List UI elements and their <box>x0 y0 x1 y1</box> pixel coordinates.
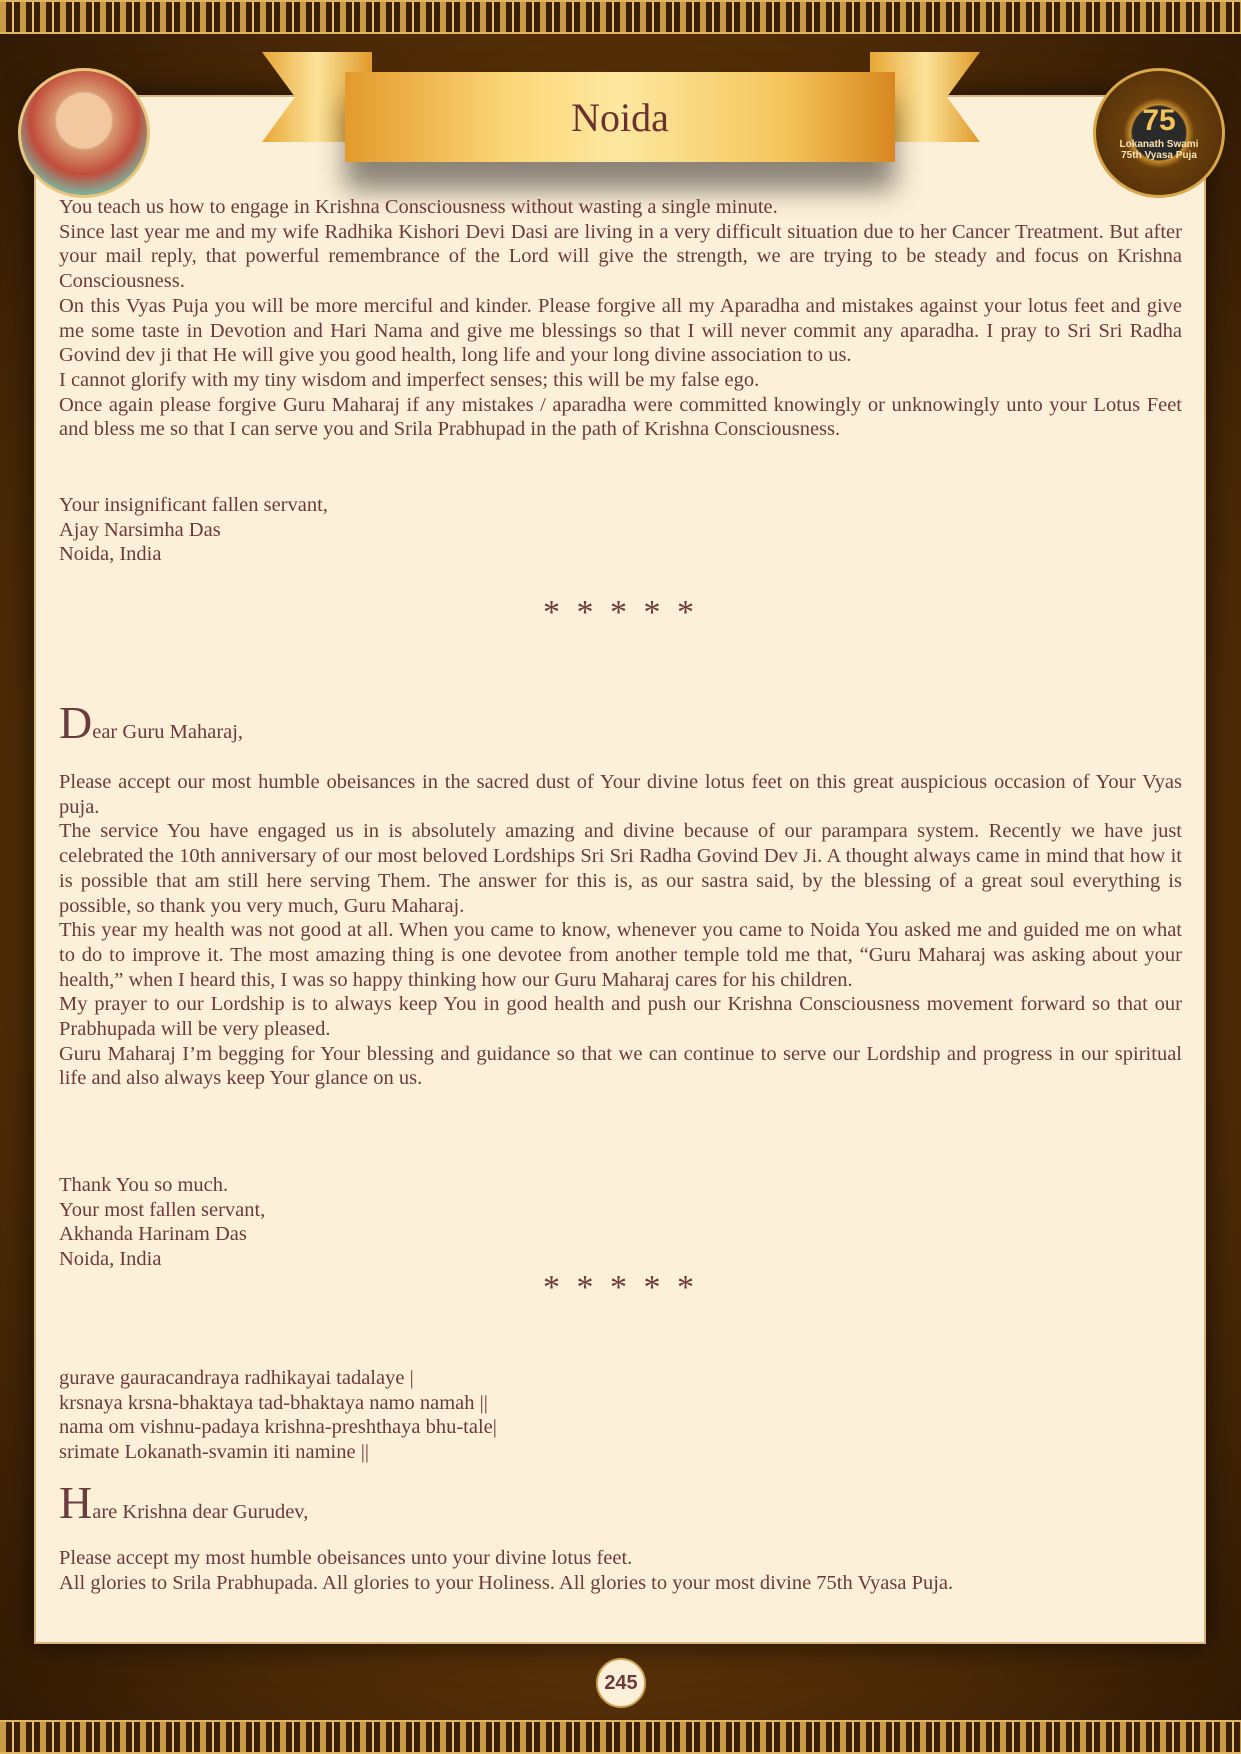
signature-line: Your insignificant fallen servant, <box>59 494 328 516</box>
vyasa-puja-75-badge <box>1093 68 1225 198</box>
paragraph: Once again please forgive Guru Maharaj if any mistakes / aparadha were committed knowingly or unknowingly unto your Lotus Feet and bless me so that I can serve you and Srila Prabhupad in the path of Krishna Consciousness. <box>59 393 1182 441</box>
paragraph: All glories to Srila Prabhupada. All glories to your Holiness. All glories to your most divine 75th Vyasa Puja. <box>59 1571 954 1594</box>
paragraph: Please accept my most humble obeisances unto your divine lotus feet. <box>59 1547 633 1569</box>
letter-1-signature <box>59 493 1182 567</box>
badge-text: Lokanath Swami 75th Vyasa Puja <box>1119 139 1199 161</box>
letter-2-body <box>59 770 1182 1091</box>
salutation: are Krishna dear Gurudev, <box>92 1501 309 1523</box>
letter-2-signature <box>59 1173 1182 1272</box>
verse-line: krsnaya krsna-bhaktaya tad-bhaktaya namo namah || <box>59 1391 488 1414</box>
paragraph: The service You have engaged us in is absolutely amazing and divine because of our parampara system. Recently we have just celebrated the 10th anniversary of our most beloved Lordships Sri Sri Radha Govind Dev Ji. A thought always came in mind that how it is possible that am still here serving Them. The answer for this is, as our sastra said, by the blessing of a great soul everything is possible, so thank you very much, Guru Maharaj. <box>59 820 1182 917</box>
signature-name: Akhanda Harinam Das <box>59 1223 247 1246</box>
drop-cap: H <box>59 1477 93 1528</box>
salutation: ear Guru Maharaj, <box>92 721 244 743</box>
paragraph: My prayer to our Lordship is to always keep You in good health and push our Krishna Consciousness movement forward so that our Prabhupada will be very pleased. <box>59 993 1182 1041</box>
verse-line: nama om vishnu-padaya krishna-preshthaya bhu-tale| <box>59 1416 497 1439</box>
letter-3-verse <box>59 1366 1182 1465</box>
letter-3-body <box>59 1546 1182 1595</box>
signature-name: Ajay Narsimha Das <box>59 518 221 541</box>
top-ornament-border <box>0 0 1241 34</box>
guru-photo <box>18 68 150 198</box>
paragraph: This year my health was not good at all. When you came to know, whenever you came to Noida You asked me and guided me on what to do to improve it. The most amazing thing is one devotee from another temple told me that, “Guru Maharaj was asking about your health,” when I heard this, I was so happy thinking how our Guru Maharaj cares for his children. <box>59 919 1182 991</box>
separator-stars: * * * * * <box>543 1269 698 1306</box>
letter-1-body <box>59 195 1182 442</box>
page-number: 245 <box>596 1658 646 1708</box>
title-ribbon <box>345 72 895 162</box>
paragraph: Please accept our most humble obeisances in the sacred dust of Your divine lotus feet on this great auspicious occasion of Your Vyas puja. <box>59 771 1182 818</box>
drop-cap: D <box>59 697 93 748</box>
paragraph: Since last year me and my wife Radhika Kishori Devi Dasi are living in a very difficult situation due to her Cancer Treatment. But after your mail reply, that powerful remembrance of the Lord will give the strength, we are trying to be steady and focus on Krishna Consciousness. <box>59 220 1182 293</box>
separator-stars: * * * * * <box>543 594 698 631</box>
paragraph: You teach us how to engage in Krishna Consciousness without wasting a single minute. <box>59 196 778 218</box>
verse-line: gurave gauracandraya radhikayai tadalaye | <box>59 1367 414 1389</box>
letter-3-salutation <box>59 1477 1182 1528</box>
signature-location: Noida, India <box>59 543 162 566</box>
paragraph: On this Vyas Puja you will be more merciful and kinder. Please forgive all my Aparadha and mistakes against your lotus feet and give me some taste in Devotion and Hari Nama and give me blessings so that I will never commit any aparadha. I pray to Sri Sri Radha Govind dev ji that He will give you good health, long life and your long divine association to us. <box>59 294 1182 367</box>
paragraph: Guru Maharaj I’m begging for Your blessing and guidance so that we can continue to serve our Lordship and progress in our spiritual life and also always keep Your glance on us. <box>59 1042 1182 1090</box>
verse-line: srimate Lokanath-svamin iti namine || <box>59 1441 369 1464</box>
letter-2-salutation <box>59 697 1182 748</box>
page-title: Noida <box>571 94 669 140</box>
signature-location: Noida, India <box>59 1248 162 1271</box>
signature-line: Thank You so much. <box>59 1174 229 1196</box>
paragraph: I cannot glorify with my tiny wisdom and imperfect senses; this will be my false ego. <box>59 368 760 391</box>
bottom-ornament-border <box>0 1720 1241 1754</box>
signature-line: Your most fallen servant, <box>59 1198 266 1221</box>
badge-number: 75 <box>1142 104 1176 137</box>
